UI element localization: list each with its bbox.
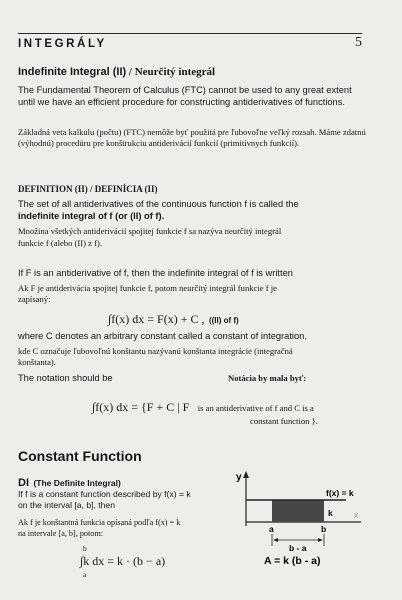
page-header [18,33,362,52]
y-axis-label: y [236,472,242,483]
constant-sk-line1: Ak f je konštantná funkcia opísaná podľa f(x) = k [18,518,181,527]
constant-of-integration-en: where C denotes an arbitrary constant called a constant of integration. [18,331,307,341]
lower-limit: a [83,570,87,579]
definition-heading: DEFINITION (II) / DEFINÍCIA (II) [18,184,158,194]
constant-function-figure [226,466,376,596]
set-condition-1: is an antiderivative of f and C is a [197,403,314,413]
definition-sk-line1: Množina všetkých antiderivácií spojitej funkcie f sa nazýva neurčitý integrál [18,226,282,236]
set-condition-2: constant function }. [250,416,318,426]
section-heading-constant-function: Constant Function [18,448,142,464]
height-label: k [328,508,333,518]
constant-of-integration-sk-line1: kde C označuje ľubovoľnú konštantu nazývanú konštanta integrácie (integračná [18,346,293,356]
notation-sk: Notácia by mala byť: [228,373,307,383]
heading-en: Indefinite Integral (II) [18,66,127,78]
notation-formula [92,398,314,416]
intro-paragraph-sk: Základná veta kalkulu (počtu) (FTC) nemôže byť použitá pre ľubovoľne veľký rozsah. Máme zdatnú (výhodnú) procedúru pre konštrukciu antiderivácií funkcií (primitívnych funkcií). [18,127,366,148]
heading-sk: Neurčitý integrál [134,66,216,78]
antiderivative-sk-line1: Ak F je antiderivácia spojitej funkcie f, potom neurčitý integrál funkcie f je [18,283,277,293]
chapter-title: INTEGRÁLY [18,38,107,50]
constant-en-line1: If f is a constant function described by f(x) = k [18,489,191,499]
di-paren: (The Definite Integral) [33,478,121,488]
definite-integral-formula [70,544,200,584]
width-arrow-left [273,538,278,542]
x-axis-label: x [354,510,359,520]
width-arrow-right [318,538,323,542]
width-label: b - a [289,543,307,553]
constant-sk-line2: na intervale [a, b], potom: [18,529,104,538]
heading-separator: / [126,66,135,78]
definition-sk-line2: funkcie f (alebo (II) z f). [18,238,102,248]
area-formula: A = k (b - a) [264,555,321,567]
definition-line2: indefinite integral of f (or (II) of f). [18,211,165,221]
function-label: f(x) = k [326,488,354,498]
di-label: DI [18,477,29,489]
y-axis-arrow [243,471,249,478]
formula-indefinite: ∫f(x) dx = F(x) + C , [108,312,205,326]
formula-definite: ∫k dx = k · (b − a) [80,554,166,568]
area-rectangle [272,500,324,522]
notation-en: The notation should be [18,373,113,383]
antiderivative-formula [108,310,239,328]
definition-line1: The set of all antiderivatives of the continuous function f is called the [18,199,299,209]
section-heading-indefinite-integral [18,66,215,78]
formula-tag: ((II) of f) [208,316,239,325]
a-label: a [269,524,274,534]
constant-of-integration-sk-line2: konštanta). [18,357,56,367]
constant-en-line2: on the interval [a, b], then [18,500,115,510]
upper-limit: b [83,544,87,553]
set-formula: ∫f(x) dx = {F + C | F [92,400,190,414]
intro-paragraph-en: The Fundamental Theorem of Calculus (FTC) cannot be used to any great extent until we have an efficient procedure for constructing antiderivatives of functions. [18,85,352,107]
antiderivative-en: If F is an antiderivative of f, then the indefinite integral of f is written [18,268,293,278]
b-label: b [321,524,327,534]
antiderivative-sk-line2: zapísaný: [18,294,51,304]
page-number: 5 [355,35,362,50]
